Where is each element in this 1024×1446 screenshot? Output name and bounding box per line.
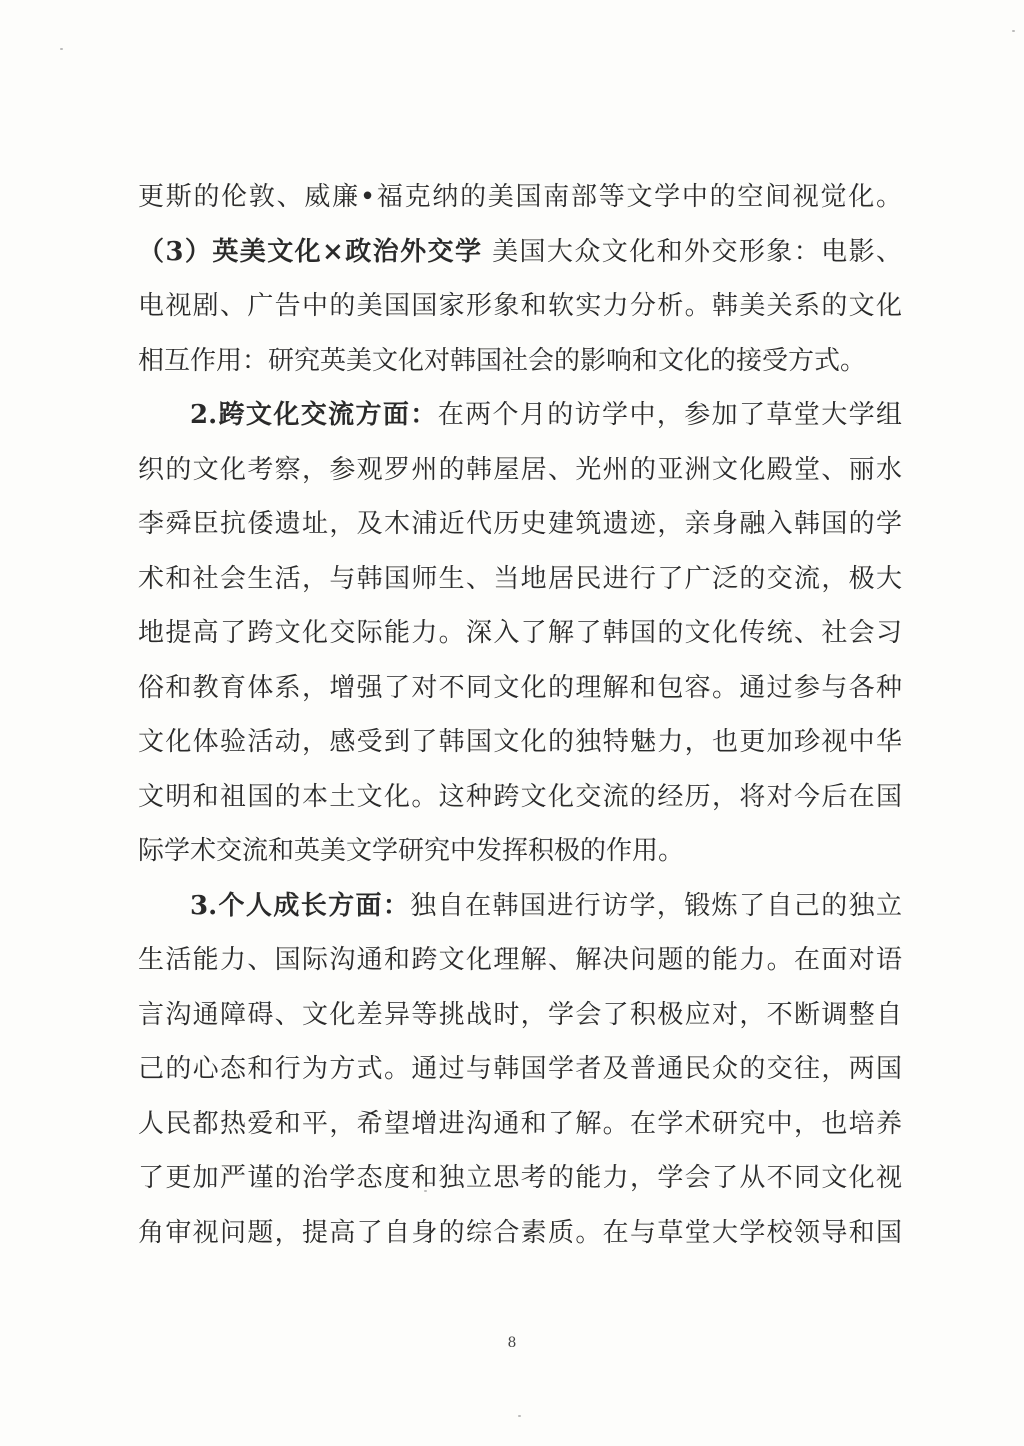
section-heading: 2.跨文化交流方面： <box>190 400 438 430</box>
text-line <box>138 279 902 334</box>
line-text: 李舜臣抗倭遗址，及木浦近代历史建筑遗迹，亲身融入韩国的学 <box>138 509 902 539</box>
line-text: 生活能力、国际沟通和跨文化理解、解决问题的能力。在面对语 <box>138 945 902 975</box>
scan-speck <box>1012 30 1015 32</box>
text-line <box>138 824 902 879</box>
text-line <box>138 770 902 825</box>
line-text: 文化体验活动，感受到了韩国文化的独特魅力，也更加珍视中华 <box>138 727 902 757</box>
text-line <box>138 1206 902 1261</box>
text-line <box>138 1151 902 1206</box>
line-text: 相互作用：研究英美文化对韩国社会的影响和文化的接受方式。 <box>138 345 867 376</box>
line-text: 更斯的伦敦、威廉•福克纳的美国南部等文学中的空间视觉化。 <box>138 182 902 212</box>
text-line <box>138 933 902 988</box>
line-text: 际学术交流和英美文学研究中发挥积极的作用。 <box>138 836 685 866</box>
text-line <box>138 225 902 280</box>
text-line <box>138 170 902 225</box>
text-line <box>138 334 902 389</box>
subsection-heading: （3）英美文化×政治外交学 <box>138 236 483 267</box>
text-line <box>138 1097 902 1152</box>
text-line <box>138 1042 902 1097</box>
line-text: 文明和祖国的本土文化。这种跨文化交流的经历，将对今后在国 <box>138 781 902 812</box>
line-text: 了更加严谨的治学态度和独立思考的能力，学会了从不同文化视 <box>138 1163 902 1193</box>
body-text <box>138 170 902 1260</box>
line-text: 人民都热爱和平，希望增进沟通和了解。在学术研究中，也培养 <box>138 1108 902 1139</box>
line-text: 独自在韩国进行访学，锻炼了自己的独立 <box>410 890 902 921</box>
text-line <box>138 552 902 607</box>
line-text: 言沟通障碍、文化差异等挑战时，学会了积极应对，不断调整自 <box>138 999 902 1030</box>
scan-speck <box>60 48 63 50</box>
line-text: 术和社会生活，与韩国师生、当地居民进行了广泛的交流，极大 <box>138 563 902 594</box>
line-text: 织的文化考察，参观罗州的韩屋居、光州的亚洲文化殿堂、丽水 <box>138 454 902 485</box>
scan-speck <box>518 1415 521 1417</box>
line-text: 俗和教育体系，增强了对不同文化的理解和包容。通过参与各种 <box>138 672 902 703</box>
line-text: 角审视问题，提高了自身的综合素质。在与草堂大学校领导和国 <box>138 1217 902 1248</box>
line-text: 电视剧、广告中的美国国家形象和软实力分析。韩美关系的文化 <box>138 291 902 321</box>
text-line <box>138 443 902 498</box>
text-line <box>138 988 902 1043</box>
section-3-first-line <box>138 879 902 934</box>
text-line <box>138 606 902 661</box>
line-text: 美国大众文化和外交形象：电影、 <box>482 236 902 267</box>
text-line <box>138 661 902 716</box>
page-number: 8 <box>507 1335 517 1351</box>
line-text: 己的心态和行为方式。通过与韩国学者及普通民众的交往，两国 <box>138 1054 902 1084</box>
line-text: 地提高了跨文化交际能力。深入了解了韩国的文化传统、社会习 <box>138 618 902 648</box>
line-text: 在两个月的访学中，参加了草堂大学组 <box>437 400 902 430</box>
text-line <box>138 497 902 552</box>
text-line <box>138 715 902 770</box>
section-2-first-line <box>138 388 902 443</box>
section-heading: 3.个人成长方面： <box>190 890 411 921</box>
